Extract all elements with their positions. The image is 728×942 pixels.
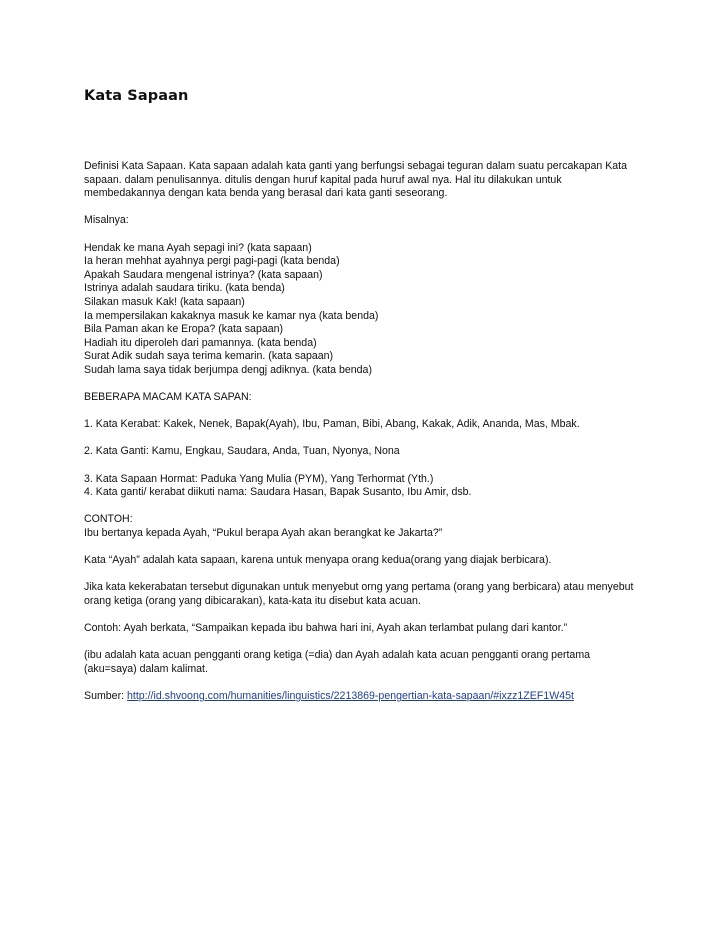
contoh2-paragraph <box>84 622 664 636</box>
text-line: Jika kata kekerabatan tersebut digunakan untuk menyebut orng yang pertama (orang yang berbicara) atau menyebut <box>84 581 634 594</box>
example-line: Bila Paman akan ke Eropa? (kata sapaan) <box>84 323 284 336</box>
document-body <box>84 160 664 717</box>
example-line: Hadiah itu diperoleh dari pamannya. (kata benda) <box>84 336 317 349</box>
text-line: Definisi Kata Sapaan. Kata sapaan adalah kata ganti yang berfungsi sebagai teguran dalam suatu percakapan Kata <box>84 160 628 172</box>
item-kerabat <box>84 418 664 432</box>
acuan-paragraph <box>84 649 664 676</box>
items-hormat <box>84 473 664 500</box>
item-ganti <box>84 445 664 459</box>
text-line: (ibu adalah kata acuan pengganti orang ketiga (=dia) dan Ayah adalah kata acuan pengganti orang pertama <box>84 649 591 662</box>
example-line: Ia mempersilakan kakaknya masuk ke kamar nya (kata benda) <box>84 309 379 322</box>
text-line: 1. Kata Kerabat: Kakek, Nenek, Bapak(Ayah), Ibu, Paman, Bibi, Abang, Kakak, Adik, Ananda, Mas, Mbak. <box>84 418 580 431</box>
example-line: Sudah lama saya tidak berjumpa dengj adiknya. (kata benda) <box>84 363 372 376</box>
text-line: membedakannya dengan kata benda yang berasal dari kata ganti seseorang. <box>84 187 448 200</box>
contoh-text: Ibu bertanya kepada Ayah, “Pukul berapa Ayah akan berangkat ke Jakarta?” <box>84 527 443 540</box>
source-link[interactable]: http://id.shvoong.com/humanities/linguistics/2213869-pengertian-kata-sapaan/#ixzz1ZEF1W45t <box>126 690 574 703</box>
text-line: sapaan. dalam penulisannya. ditulis dengan huruf kapital pada huruf awal nya. Hal itu dilakukan untuk <box>84 173 562 186</box>
example-line: Istrinya adalah saudara tiriku. (kata benda) <box>84 282 285 295</box>
text-line: Contoh: Ayah berkata, “Sampaikan kepada ibu bahwa hari ini, Ayah akan terlambat pulang dari kantor.” <box>84 622 568 635</box>
example-line: Ia heran mehhat ayahnya pergi pagi-pagi (kata benda) <box>84 255 340 268</box>
example-line: Surat Adik sudah saya terima kemarin. (kata sapaan) <box>84 350 334 363</box>
text-line: 2. Kata Ganti: Kamu, Engkau, Saudara, Anda, Tuan, Nyonya, Nona <box>84 445 400 458</box>
contoh-block <box>84 513 664 540</box>
contoh-label: CONTOH: <box>84 513 133 526</box>
example-line: Hendak ke mana Ayah sepagi ini? (kata sapaan) <box>84 241 312 254</box>
macam-heading: BEBERAPA MACAM KATA SAPAN: <box>84 391 252 404</box>
kekerabatan-paragraph <box>84 581 664 608</box>
examples-list <box>84 242 664 378</box>
text-line: 3. Kata Sapaan Hormat: Paduka Yang Mulia (PYM), Yang Terhormat (Yth.) <box>84 472 434 485</box>
definition-paragraph <box>84 160 664 201</box>
text-line: 4. Kata ganti/ kerabat diikuti nama: Saudara Hasan, Bapak Susanto, Ibu Amir, dsb. <box>84 486 472 499</box>
text-line: orang ketiga (orang yang dibicarakan), kata-kata itu disebut kata acuan. <box>84 595 421 607</box>
text-line: (aku=saya) dalam kalimat. <box>84 662 208 675</box>
ayah-paragraph <box>84 554 664 568</box>
text-line: Kata “Ayah” adalah kata sapaan, karena untuk menyapa orang kedua(orang yang diajak berbicara). <box>84 554 552 567</box>
example-line: Silakan masuk Kak! (kata sapaan) <box>84 295 245 308</box>
source-paragraph <box>84 690 664 704</box>
source-line <box>84 690 664 704</box>
document-title: Kata Sapaan <box>84 88 189 104</box>
misalnya-label: Misalnya: <box>84 214 129 227</box>
source-label: Sumber: <box>84 690 127 703</box>
example-line: Apakah Saudara mengenal istrinya? (kata sapaan) <box>84 268 323 281</box>
